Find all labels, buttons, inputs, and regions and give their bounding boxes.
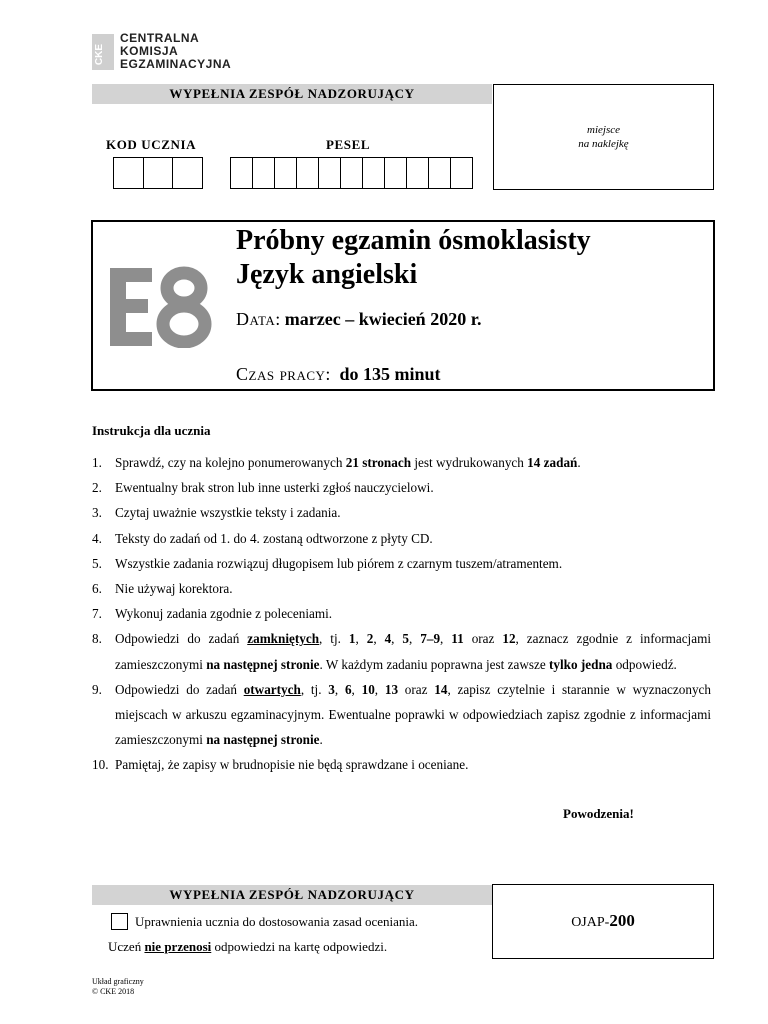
list-item: 5. Wszystkie zadania rozwiązuj długopisem lub piórem z czarnym tuszem/atramentem. bbox=[92, 555, 563, 571]
closing-text: Powodzenia! bbox=[563, 806, 634, 821]
digit-box[interactable] bbox=[451, 158, 472, 188]
no-transfer-note: Uczeń nie przenosi odpowiedzi na kartę odpowiedzi. bbox=[108, 939, 388, 954]
digit-box[interactable] bbox=[231, 158, 253, 188]
kod-ucznia-label: KOD UCZNIA bbox=[106, 137, 197, 152]
pesel-field[interactable] bbox=[230, 157, 473, 189]
list-item: 1. Sprawdź, czy na kolejno ponumerowanych 21 stronach jest wydrukowanych 14 zadań. bbox=[92, 455, 581, 470]
list-item: 3. Czytaj uważnie wszystkie teksty i zadania. bbox=[92, 505, 341, 521]
accommodation-checkbox[interactable] bbox=[111, 913, 128, 930]
proctor-bar-top: WYPEŁNIA ZESPÓŁ NADZORUJĄCY bbox=[92, 84, 492, 104]
digit-box[interactable] bbox=[341, 158, 363, 188]
instructions-list bbox=[92, 450, 711, 778]
list-item: 6. Nie używaj korektora. bbox=[92, 581, 233, 597]
cke-logo-mark: CKE bbox=[92, 34, 114, 70]
list-item: 10. Pamiętaj, że zapisy w brudnopisie nie będą sprawdzane i oceniane. bbox=[92, 757, 469, 773]
digit-box[interactable] bbox=[253, 158, 275, 188]
digit-box[interactable] bbox=[319, 158, 341, 188]
cke-logo bbox=[92, 32, 242, 72]
list-item: 8. Odpowiedzi do zadań zamkniętych, tj. 1, 2, 4, 5, 7–9, 11 oraz 12, zaznacz zgodnie z informacjami zamieszczonymi na następnej stronie. W każdym zadaniu poprawna jest zawsze tylko jedna odpowiedź. bbox=[92, 631, 711, 672]
digit-box[interactable] bbox=[429, 158, 451, 188]
pesel-label: PESEL bbox=[326, 137, 371, 152]
digit-box[interactable] bbox=[297, 158, 319, 188]
instructions-heading: Instrukcja dla ucznia bbox=[92, 423, 211, 438]
sticker-area: miejsce na naklejkę bbox=[493, 84, 714, 190]
digit-box[interactable] bbox=[114, 158, 144, 188]
digit-box[interactable] bbox=[385, 158, 407, 188]
exam-code: OJAP-200 bbox=[571, 911, 635, 930]
digit-box[interactable] bbox=[363, 158, 385, 188]
exam-title: Próbny egzamin ósmoklasisty bbox=[236, 225, 591, 256]
exam-subject: Język angielski bbox=[236, 259, 418, 290]
list-item: 2. Ewentualny brak stron lub inne usterki zgłoś nauczycielowi. bbox=[92, 480, 434, 496]
list-item: 4. Teksty do zadań od 1. do 4. zostaną odtworzone z płyty CD. bbox=[92, 530, 433, 546]
digit-box[interactable] bbox=[144, 158, 174, 188]
accommodation-label: Uprawnienia ucznia do dostosowania zasad oceniania. bbox=[135, 914, 419, 929]
exam-duration: Czas pracy: do 135 minut bbox=[236, 364, 441, 384]
list-item: 9. Odpowiedzi do zadań otwartych, tj. 3, 6, 10, 13 oraz 14, zapisz czytelnie i starannie w wyznaczonych miejscach w arkuszu egzaminacyjnym. Ewentualne poprawki w odpowiedziach zapisz zgodnie z informacjami zamieszczonymi na następnej stronie. bbox=[92, 681, 711, 748]
proctor-bar-bottom: WYPEŁNIA ZESPÓŁ NADZORUJĄCY bbox=[92, 885, 492, 905]
cke-logo-text: CENTRALNA KOMISJA EGZAMINACYJNA bbox=[120, 31, 232, 71]
digit-box[interactable] bbox=[407, 158, 429, 188]
kod-ucznia-field[interactable] bbox=[113, 157, 203, 189]
list-item: 7. Wykonuj zadania zgodnie z poleceniami. bbox=[92, 606, 333, 622]
digit-box[interactable] bbox=[173, 158, 202, 188]
footer-note: Układ graficzny © CKE 2018 bbox=[92, 977, 144, 996]
exam-date: Data: marzec – kwiecień 2020 r. bbox=[236, 309, 482, 329]
digit-box[interactable] bbox=[275, 158, 297, 188]
e8-logo bbox=[108, 266, 214, 348]
exam-code-box bbox=[492, 884, 714, 959]
